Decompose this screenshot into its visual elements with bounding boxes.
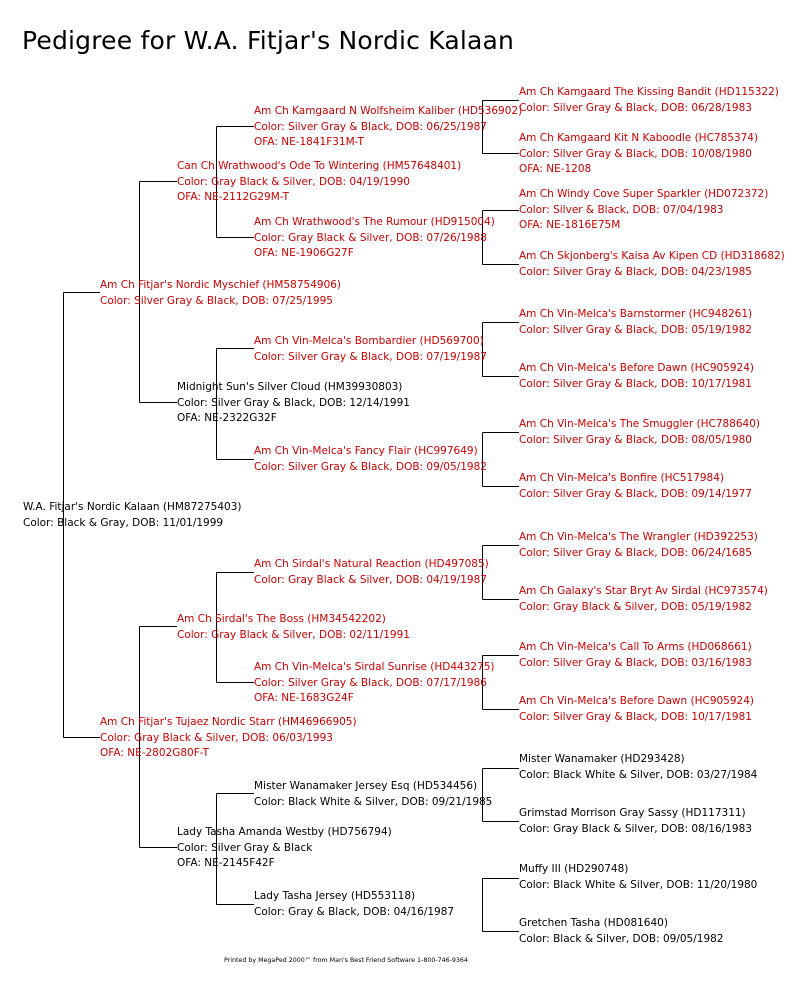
- dog-color: Color: Silver Gray & Black, DOB: 05/19/1982: [519, 323, 752, 336]
- dog-name: Am Ch Vin-Melca's Bombardier (HD569700): [254, 335, 484, 347]
- dog-color: Color: Gray Black & Silver, DOB: 05/19/1982: [519, 600, 752, 613]
- dog-entry-gen4: [519, 916, 724, 947]
- dog-ofa: OFA: NE-2112G29M-T: [177, 191, 290, 203]
- dog-entry-gen4: [519, 417, 760, 448]
- dog-entry-gen3: [254, 444, 487, 475]
- connector-line: [483, 433, 520, 487]
- dog-color: Color: Black & Gray, DOB: 11/01/1999: [23, 516, 224, 529]
- dog-ofa: OFA: NE-1683G24F: [254, 692, 354, 704]
- dog-ofa: OFA: NE-2322G32F: [177, 412, 277, 424]
- dog-name: Am Ch Skjonberg's Kaisa Av Kipen CD (HD318682): [519, 250, 785, 262]
- dog-color: Color: Silver Gray & Black, DOB: 07/19/1987: [254, 350, 487, 363]
- dog-name: Am Ch Kamgaard The Kissing Bandit (HD115322): [519, 86, 779, 98]
- dog-entry-sire-sire: [177, 159, 461, 206]
- dog-name: Am Ch Vin-Melca's Before Dawn (HC905924): [519, 362, 754, 374]
- dog-color: Color: Silver Gray & Black: [177, 841, 313, 854]
- dog-entry-gen4: [519, 85, 779, 116]
- dog-name: W.A. Fitjar's Nordic Kalaan (HM87275403): [23, 501, 242, 513]
- page-title: Pedigree for W.A. Fitjar's Nordic Kalaan: [22, 26, 515, 55]
- dog-color: Color: Black White & Silver, DOB: 09/21/1985: [254, 795, 493, 808]
- dog-color: Color: Silver Gray & Black, DOB: 07/25/1995: [100, 294, 333, 307]
- dog-color: Color: Silver Gray & Black, DOB: 09/14/1977: [519, 487, 752, 500]
- dog-name: Am Ch Kamgaard N Wolfsheim Kaliber (HD536902): [254, 105, 523, 117]
- dog-name: Am Ch Sirdal's The Boss (HM34542202): [177, 613, 386, 625]
- dog-name: Lady Tasha Amanda Westby (HD756794): [177, 826, 392, 838]
- footer-note: Printed by MegaPed 2000™ from Man's Best Friend Software 1-800-746-9364: [224, 957, 468, 964]
- dog-ofa: OFA: NE-2145F42F: [177, 857, 275, 869]
- dog-name: Am Ch Fitjar's Nordic Myschief (HM58754906): [100, 279, 342, 291]
- dog-color: Color: Black White & Silver, DOB: 11/20/1980: [519, 878, 758, 891]
- dog-ofa: OFA: NE-1841F31M-T: [254, 136, 364, 148]
- dog-entry-gen4: [519, 187, 768, 234]
- dog-entry-gen4: [519, 471, 752, 502]
- dog-color: Color: Silver Gray & Black, DOB: 09/05/1982: [254, 460, 487, 473]
- dog-name: Am Ch Windy Cove Super Sparkler (HD072372): [519, 188, 769, 200]
- dog-color: Color: Silver & Black, DOB: 07/04/1983: [519, 203, 724, 216]
- dog-entry-dam-sire: [177, 612, 410, 643]
- dog-entry-dam: [100, 715, 357, 762]
- connector-line: [483, 323, 520, 377]
- dog-name: Am Ch Vin-Melca's Before Dawn (HC905924): [519, 695, 754, 707]
- dog-name: Am Ch Galaxy's Star Bryt Av Sirdal (HC973574): [519, 585, 768, 597]
- dog-entry-sire-dam: [177, 380, 410, 427]
- dog-color: Color: Gray Black & Silver, DOB: 07/26/1988: [254, 231, 487, 244]
- dog-name: Mister Wanamaker Jersey Esq (HD534456): [254, 780, 478, 792]
- dog-entry-gen4: [519, 307, 752, 338]
- dog-color: Color: Silver Gray & Black, DOB: 10/08/1980: [519, 147, 752, 160]
- dog-entry-sire: [100, 278, 341, 309]
- dog-name: Am Ch Fitjar's Tujaez Nordic Starr (HM46966905): [100, 716, 357, 728]
- dog-color: Color: Silver Gray & Black, DOB: 10/17/1981: [519, 377, 752, 390]
- dog-entry-gen4: [519, 131, 758, 178]
- dog-entry-gen3: [254, 104, 522, 151]
- dog-ofa: OFA: NE-2802G80F-T: [100, 747, 209, 759]
- dog-entry-gen4: [519, 249, 785, 280]
- dog-color: Color: Silver Gray & Black, DOB: 07/17/1986: [254, 676, 487, 689]
- dog-entry-gen3: [254, 779, 492, 810]
- dog-name: Grimstad Morrison Gray Sassy (HD117311): [519, 807, 746, 819]
- dog-color: Color: Black White & Silver, DOB: 03/27/1984: [519, 768, 758, 781]
- dog-color: Color: Gray Black & Silver, DOB: 04/19/1987: [254, 573, 487, 586]
- dog-entry-gen3: [254, 889, 454, 920]
- dog-name: Lady Tasha Jersey (HD553118): [254, 890, 416, 902]
- dog-name: Am Ch Sirdal's Natural Reaction (HD497085): [254, 558, 489, 570]
- dog-name: Can Ch Wrathwood's Ode To Wintering (HM57648401): [177, 160, 462, 172]
- dog-color: Color: Silver Gray & Black, DOB: 04/23/1985: [519, 265, 752, 278]
- dog-name: Gretchen Tasha (HD081640): [519, 917, 668, 929]
- dog-entry-gen4: [519, 862, 757, 893]
- dog-entry-gen3: [254, 557, 489, 588]
- dog-entry-gen3: [254, 334, 487, 365]
- dog-name: Am Ch Kamgaard Kit N Kaboodle (HC785374): [519, 132, 759, 144]
- dog-entry-gen4: [519, 584, 768, 615]
- dog-entry-gen3: [254, 215, 495, 262]
- dog-color: Color: Silver Gray & Black, DOB: 08/05/1980: [519, 433, 752, 446]
- dog-entry-gen4: [519, 752, 757, 783]
- dog-ofa: OFA: NE-1816E75M: [519, 219, 621, 231]
- dog-entry-gen4: [519, 361, 754, 392]
- dog-name: Am Ch Vin-Melca's Sirdal Sunrise (HD443275): [254, 661, 495, 673]
- dog-name: Am Ch Vin-Melca's Call To Arms (HD068661): [519, 641, 752, 653]
- dog-entry-gen3: [254, 660, 495, 707]
- dog-entry-gen4: [519, 806, 752, 837]
- dog-name: Am Ch Vin-Melca's Fancy Flair (HC997649): [254, 445, 478, 457]
- dog-name: Midnight Sun's Silver Cloud (HM39930803): [177, 381, 403, 393]
- dog-name: Mister Wanamaker (HD293428): [519, 753, 685, 765]
- dog-color: Color: Gray Black & Silver, DOB: 02/11/1991: [177, 628, 410, 641]
- dog-entry-dam-dam: [177, 825, 392, 872]
- dog-color: Color: Silver Gray & Black, DOB: 12/14/1991: [177, 396, 410, 409]
- dog-color: Color: Gray Black & Silver, DOB: 04/19/1990: [177, 175, 410, 188]
- dog-name: Am Ch Vin-Melca's The Wrangler (HD392253): [519, 531, 758, 543]
- dog-color: Color: Silver Gray & Black, DOB: 06/24/1685: [519, 546, 752, 559]
- dog-name: Muffy III (HD290748): [519, 863, 629, 875]
- dog-entry-gen4: [519, 640, 752, 671]
- dog-name: Am Ch Vin-Melca's Bonfire (HC517984): [519, 472, 725, 484]
- dog-color: Color: Gray & Black, DOB: 04/16/1987: [254, 905, 455, 918]
- dog-color: Color: Silver Gray & Black, DOB: 06/25/1987: [254, 120, 487, 133]
- dog-color: Color: Black & Silver, DOB: 09/05/1982: [519, 932, 724, 945]
- dog-color: Color: Silver Gray & Black, DOB: 10/17/1981: [519, 710, 752, 723]
- dog-color: Color: Gray Black & Silver, DOB: 06/03/1993: [100, 731, 333, 744]
- dog-ofa: OFA: NE-1906G27F: [254, 247, 354, 259]
- dog-name: Am Ch Vin-Melca's Barnstormer (HC948261): [519, 308, 753, 320]
- dog-entry-gen4: [519, 530, 758, 561]
- connector-line: [483, 879, 520, 932]
- dog-color: Color: Gray Black & Silver, DOB: 08/16/1983: [519, 822, 752, 835]
- dog-color: Color: Silver Gray & Black, DOB: 06/28/1983: [519, 101, 752, 114]
- dog-color: Color: Silver Gray & Black, DOB: 03/16/1983: [519, 656, 752, 669]
- dog-entry-gen4: [519, 694, 754, 725]
- dog-entry-subject: [23, 500, 241, 531]
- dog-name: Am Ch Wrathwood's The Rumour (HD915004): [254, 216, 495, 228]
- dog-name: Am Ch Vin-Melca's The Smuggler (HC788640): [519, 418, 761, 430]
- dog-ofa: OFA: NE-1208: [519, 163, 592, 175]
